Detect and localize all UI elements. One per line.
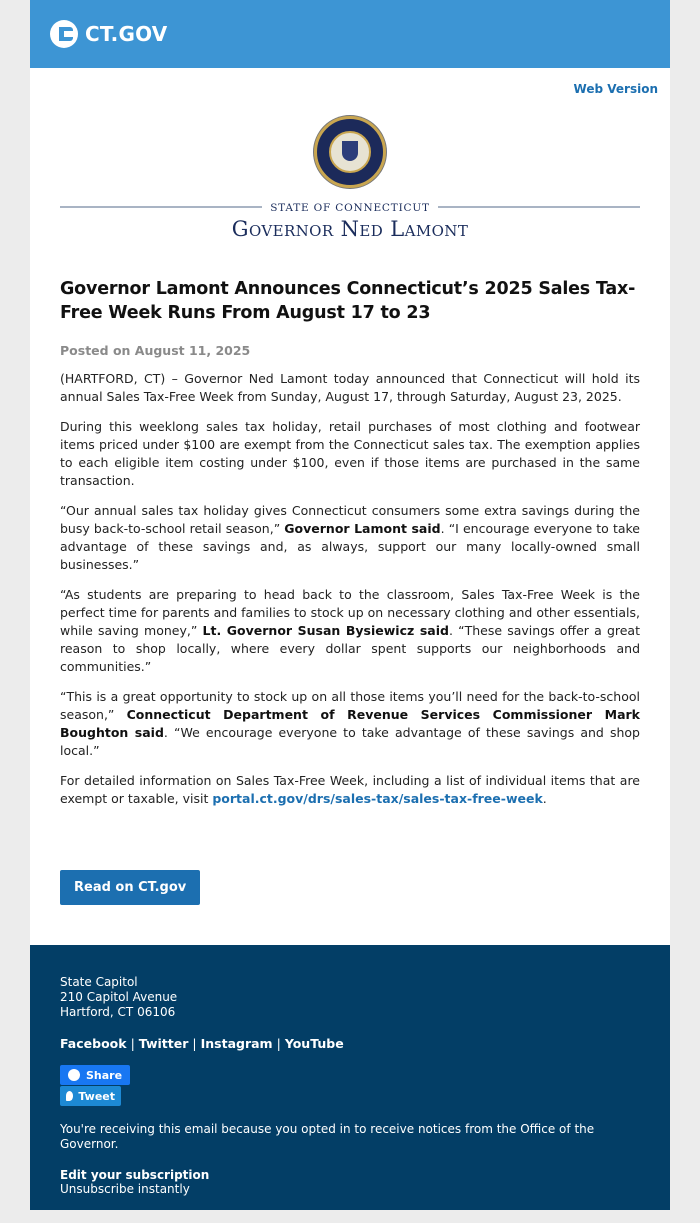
ct-logo-icon bbox=[50, 20, 78, 48]
seal-icon bbox=[314, 116, 386, 188]
governor-banner bbox=[60, 196, 640, 241]
web-version-link[interactable]: Web Version bbox=[573, 82, 658, 96]
footer bbox=[30, 945, 670, 1210]
banner-title: Governor Ned Lamont bbox=[231, 217, 469, 241]
facebook-icon bbox=[68, 1069, 80, 1081]
subscription-notice: You're receiving this email because you opted in to receive notices from the Office of the Governor. bbox=[60, 1122, 595, 1151]
youtube-link[interactable]: YouTube bbox=[284, 1036, 344, 1051]
paragraph-5: “This is a great opportunity to stock up on all those items you’ll need for the back-to-school season,” Connecticut Department of Revenue Services Commissioner Mark Boughton said. “We encourage everyone to take advantage of these savings and shop local.” bbox=[60, 689, 640, 758]
facebook-link[interactable]: Facebook bbox=[60, 1036, 127, 1051]
paragraph-1: (HARTFORD, CT) – Governor Ned Lamont today announced that Connecticut will hold its annual Sales Tax-Free Week from Sunday, August 17, through Saturday, August 23, 2025. bbox=[60, 371, 640, 404]
paragraph-4: “As students are preparing to head back to the classroom, Sales Tax-Free Week is the perfect time for parents and families to stock up on necessary clothing and other essentials, while saving money,” Lt. Governor Susan Bysiewicz said. “These savings offer a great reason to shop locally, where every dollar spent supports our neighborhoods and communities.” bbox=[60, 587, 640, 674]
sales-tax-link[interactable]: portal.ct.gov/drs/sales-tax/sales-tax-free-week bbox=[212, 791, 543, 806]
paragraph-3: “Our annual sales tax holiday gives Connecticut consumers some extra savings during the busy back-to-school retail season,” Governor Lamont said. “I encourage everyone to take advantage of these savings and, as always, support our many locally-owned small businesses.” bbox=[60, 503, 640, 572]
speaker-commissioner: Connecticut Department of Revenue Services Commissioner Mark Boughton said bbox=[60, 707, 640, 740]
tweet-button[interactable]: Tweet bbox=[60, 1086, 121, 1106]
article-title: Governor Lamont Announces Connecticut’s 2025 Sales Tax-Free Week Runs From August 17 to 23 bbox=[60, 279, 636, 323]
unsubscribe-link[interactable]: Unsubscribe instantly bbox=[60, 1182, 190, 1196]
governor-seal bbox=[60, 116, 640, 188]
email-container bbox=[30, 0, 670, 1210]
banner-subtitle: STATE OF CONNECTICUT bbox=[262, 202, 438, 214]
social-links: Facebook | Twitter | Instagram | YouTube bbox=[60, 1036, 344, 1051]
ct-gov-logo[interactable] bbox=[50, 20, 167, 48]
read-on-ctgov-button[interactable]: Read on CT.gov bbox=[60, 870, 200, 905]
facebook-share-button[interactable]: Share bbox=[60, 1065, 130, 1085]
twitter-link[interactable]: Twitter bbox=[138, 1036, 189, 1051]
logo-text: CT.GOV bbox=[85, 22, 168, 46]
paragraph-2: During this weeklong sales tax holiday, retail purchases of most clothing and footwear items priced under $100 are exempt from the Connecticut sales tax. The exemption applies to each eligible item costing under $100, even if those items are purchased in the same transaction. bbox=[60, 419, 640, 488]
edit-subscription-link[interactable]: Edit your subscription bbox=[60, 1168, 210, 1182]
twitter-bird-icon bbox=[66, 1091, 73, 1101]
speaker-governor: Governor Lamont said bbox=[284, 521, 441, 536]
address-block: State Capitol 210 Capitol Avenue Hartford, CT 06106 bbox=[60, 975, 178, 1019]
email-body bbox=[30, 68, 670, 945]
paragraph-6: For detailed information on Sales Tax-Free Week, including a list of individual items that are exempt or taxable, visit portal.ct.gov/drs/sales-tax/sales-tax-free-week. bbox=[60, 773, 640, 806]
instagram-link[interactable]: Instagram bbox=[200, 1036, 273, 1051]
speaker-lt-governor: Lt. Governor Susan Bysiewicz said bbox=[202, 623, 449, 638]
header-bar bbox=[30, 0, 670, 68]
posted-date: Posted on August 11, 2025 bbox=[60, 343, 251, 358]
